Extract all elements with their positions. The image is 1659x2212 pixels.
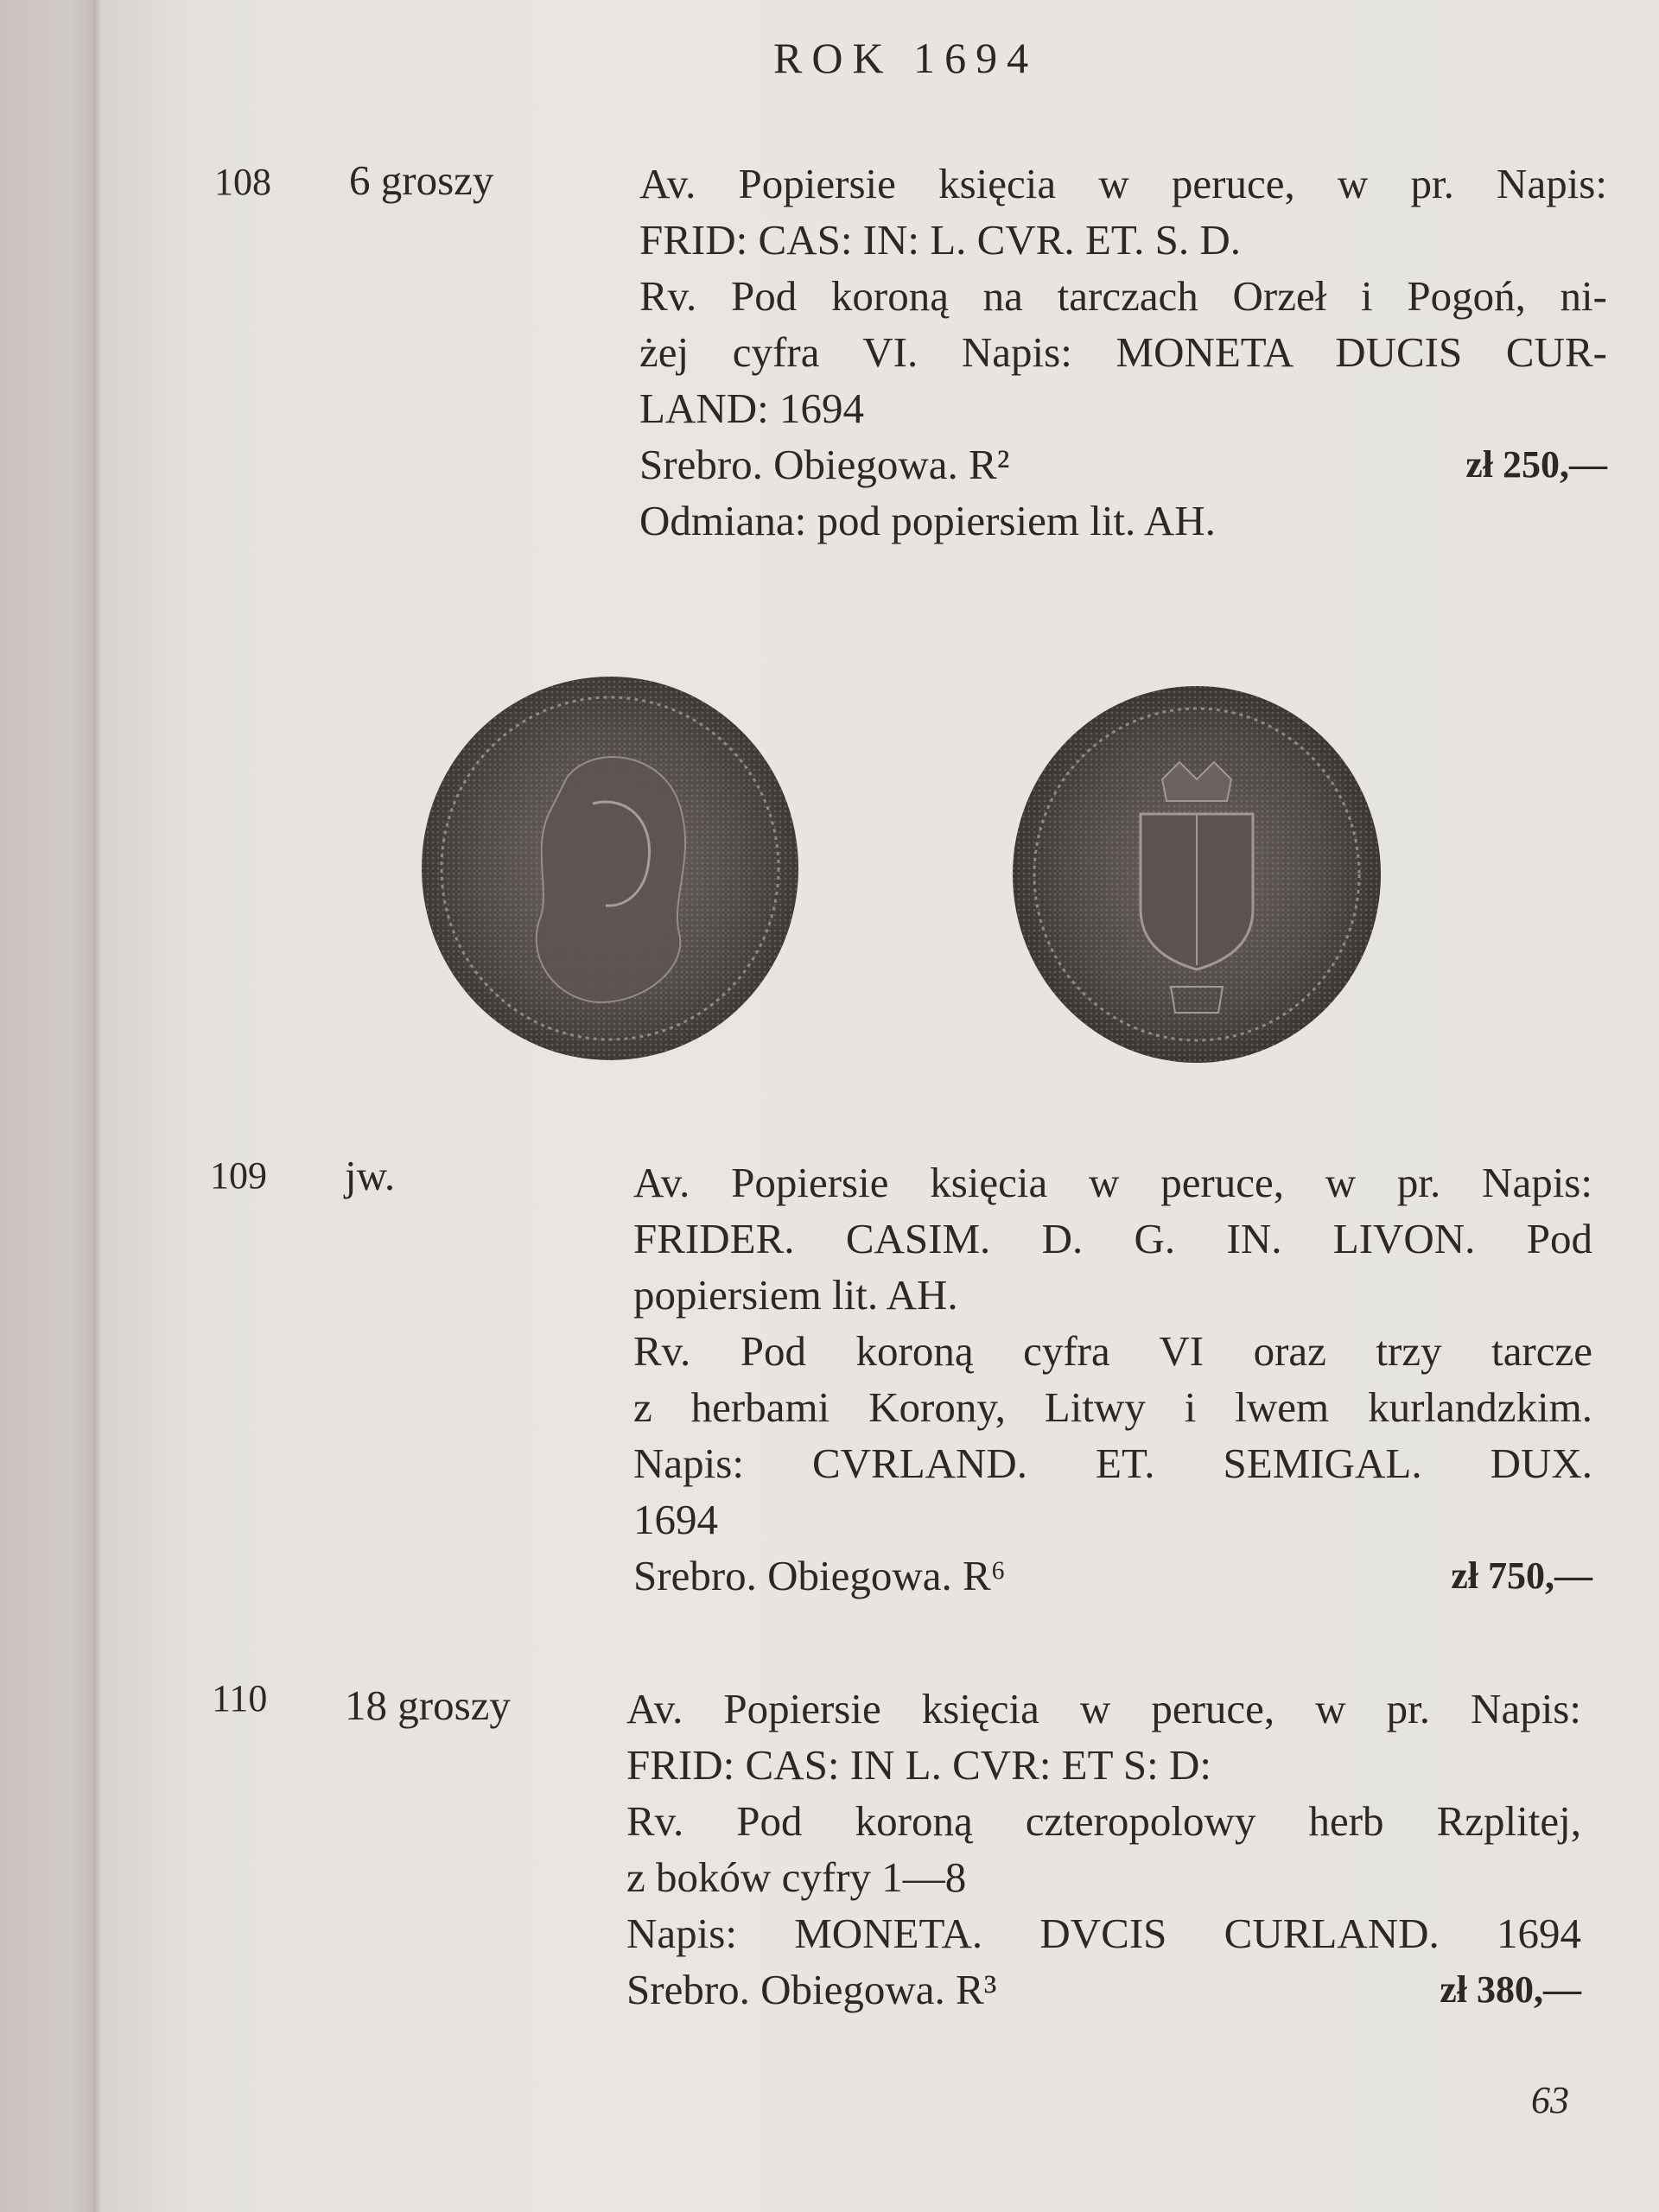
variant-note: Odmiana: pod popiersiem lit. AH. [639,497,1216,544]
entry-denomination: 18 groszy [345,1681,511,1729]
description-line: Av. Popiersie księcia w peruce, w pr. Napis: [639,160,1607,207]
metal-rarity: Srebro. Obiegowa. R² [639,441,1010,488]
page-header: ROK 1694 [773,34,1039,82]
description-line: LAND: 1694 [639,385,864,432]
description-line: Rv. Pod koroną cyfra VI oraz trzy tarcze [633,1327,1592,1375]
description-line: Rv. Pod koroną czteropolowy herb Rzplitej, [626,1797,1581,1845]
entry-number: 108 [214,161,271,203]
entry-denomination: jw. [345,1152,396,1199]
entry-denomination: 6 groszy [349,156,494,204]
price: zł 380,— [1440,1968,1581,2011]
metal-price-row [639,436,1607,493]
page-number: 63 [1531,2079,1569,2121]
entry-description [633,1154,1592,1604]
description-line: Rv. Pod koroną na tarczach Orzeł i Pogoń, ni- [639,272,1607,320]
description-line: Av. Popiersie księcia w peruce, w pr. Napis: [626,1685,1581,1732]
entry-number: 110 [212,1677,268,1719]
description-line: Napis: CVRLAND. ET. SEMIGAL. DUX. [633,1440,1592,1487]
price: zł 750,— [1451,1554,1592,1597]
entry-description [639,156,1607,549]
description-line: 1694 [633,1496,718,1543]
entry-number: 109 [210,1154,267,1197]
coin-obverse-portrait [420,674,800,1063]
coin-photographs [0,674,1659,1080]
book-spine-shadow [0,0,102,2212]
description-line: Napis: MONETA. DVCIS CURLAND. 1694 [626,1910,1581,1957]
description-line: żej cyfra VI. Napis: MONETA DUCIS CUR- [639,328,1607,376]
description-line: FRIDER. CASIM. D. G. IN. LIVON. Pod [633,1215,1592,1262]
price: zł 250,— [1465,443,1607,486]
description-line: z boków cyfry 1—8 [626,1853,967,1901]
description-line: popiersiem lit. AH. [633,1271,958,1319]
metal-rarity: Srebro. Obiegowa. R⁶ [633,1552,1006,1599]
page-edge [93,0,102,2212]
description-line: FRID: CAS: IN: L. CVR. ET. S. D. [639,216,1242,264]
coin-reverse-shields [1011,684,1382,1065]
metal-rarity: Srebro. Obiegowa. R³ [626,1966,997,2013]
entry-description [626,1681,1581,2018]
description-line: FRID: CAS: IN L. CVR: ET S: D: [626,1741,1212,1789]
description-line: z herbami Korony, Litwy i lwem kurlandzkim. [633,1383,1592,1431]
metal-price-row [626,1961,1581,2018]
metal-price-row [633,1548,1592,1604]
description-line: Av. Popiersie księcia w peruce, w pr. Napis: [633,1159,1592,1206]
